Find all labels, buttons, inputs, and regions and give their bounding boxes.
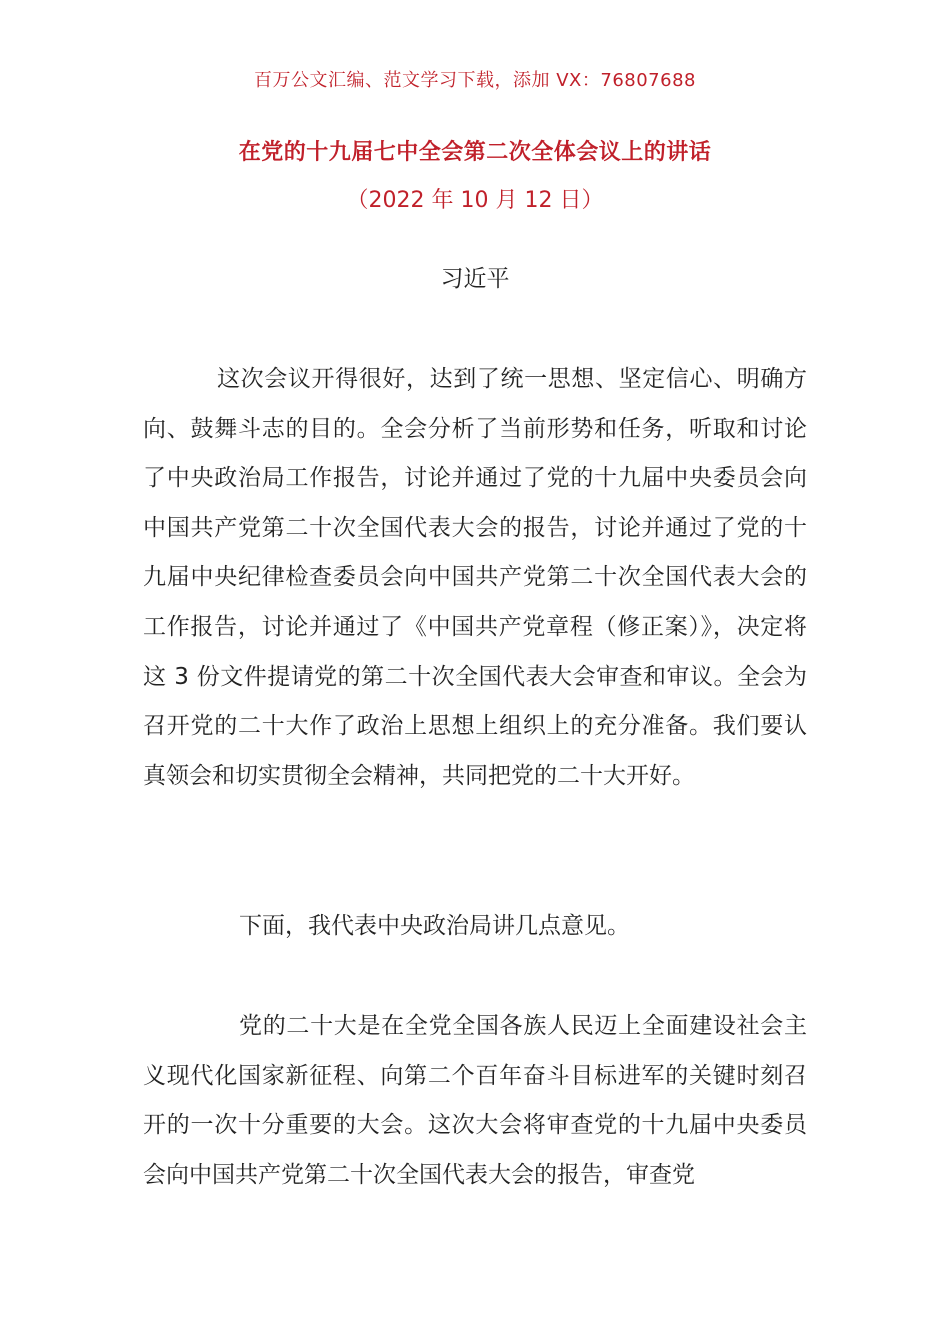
document-title: 在党的十九届七中全会第二次全体会议上的讲话 (238, 140, 712, 165)
body-paragraph-2: 下面，我代表中央政治局讲几点意见。 (239, 913, 630, 939)
body-paragraph-1: 这次会议开得很好，达到了统一思想、坚定信心、明确方向、鼓舞斗志的目的。全会分析了当前形势和任务，听取和讨论了中央政治局工作报告，讨论并通过了党的十九届中央委员会向中国共产党第二十次全国代表大会的报告，讨论并通过了党的十九届中央纪律检查委员会向中国共产党第二十次全国代表大会的工作报告，讨论并通过了《中国共产党章程（修正案）》，决定将这 3 份文件提请党的第二十次全国代表大会审查和审议。全会为召开党的二十大作了政治上思想上组织上的充分准备。我们要认真领会和切实贯彻全会精神，共同把党的二十大开好。 (143, 366, 807, 789)
header-promo-note: 百万公文汇编、范文学习下载，添加 VX：76807688 (254, 70, 696, 91)
document-date: （2022 年 10 月 12 日） (346, 188, 604, 213)
document-author: 习近平 (440, 266, 510, 292)
body-paragraph-3: 党的二十大是在全党全国各族人民迈上全面建设社会主义现代化国家新征程、向第二个百年奋斗目标进军的关键时刻召开的一次十分重要的大会。这次大会将审查党的十九届中央委员会向中国共产党第二十次全国代表大会的报告，审查党 (143, 1013, 807, 1188)
